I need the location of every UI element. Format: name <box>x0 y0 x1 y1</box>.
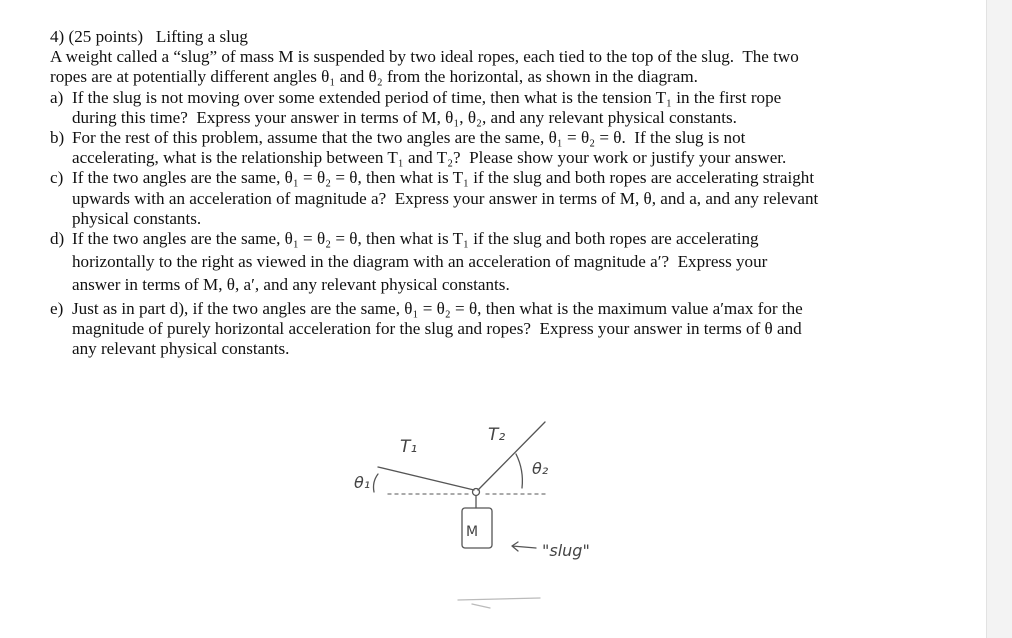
label-t1: T₁ <box>400 437 418 457</box>
part-c-label: c) <box>50 168 64 188</box>
part-b <box>50 128 930 168</box>
part-c-line-3: physical constants. <box>72 208 202 228</box>
intro-line-1: A weight called a “slug” of mass M is suspended by two ideal ropes, each tied to the top of the slug. The two <box>50 47 799 67</box>
problem-text <box>50 27 930 359</box>
part-e-line-2: magnitude of purely horizontal acceleration for the slug and ropes? Express your answer in terms of θ and <box>72 318 802 338</box>
part-d-line-2: horizontally to the right as viewed in the diagram with an acceleration of magnitude a′? Express your <box>72 252 768 272</box>
part-a-line-2: during this time? Express your answer in terms of M, θ₁, θ₂, and any relevant physical constants. <box>72 107 737 127</box>
label-theta1: θ₁ <box>354 473 371 492</box>
slug-diagram <box>340 412 620 627</box>
intro-line-2: ropes are at potentially different angles θ₁ and θ₂ from the horizontal, as shown in the diagram. <box>50 67 698 87</box>
rope-1 <box>378 467 474 490</box>
part-b-line-1: For the rest of this problem, assume that the two angles are the same, θ₁ = θ₂ = θ. If the slug is not <box>72 128 746 148</box>
right-gutter <box>986 0 1012 638</box>
part-d-line-1: If the two angles are the same, θ₁ = θ₂ = θ, then what is T₁ if the slug and both ropes are accelerating <box>72 229 759 249</box>
part-b-label: b) <box>50 128 65 148</box>
bottom-scribble <box>458 598 540 608</box>
label-t2: T₂ <box>488 425 506 445</box>
label-theta2: θ₂ <box>532 459 549 478</box>
part-a <box>50 88 930 128</box>
label-mass: M <box>466 524 479 540</box>
part-c <box>50 168 930 229</box>
part-d-line-3: answer in terms of M, θ, a′, and any relevant physical constants. <box>72 275 510 295</box>
part-e-line-1: Just as in part d), if the two angles are the same, θ₁ = θ₂ = θ, then what is the maximum value a′max for the <box>72 298 803 318</box>
part-e <box>50 299 930 360</box>
part-e-label: e) <box>50 298 64 318</box>
problem-header: 4) (25 points) Lifting a slug <box>50 27 248 46</box>
part-d-label: d) <box>50 229 65 249</box>
part-c-line-2: upwards with an acceleration of magnitude a? Express your answer in terms of M, θ, and a, and any relevant <box>72 188 819 208</box>
angle-arc-2 <box>516 454 522 488</box>
part-d <box>50 229 930 296</box>
knot <box>473 489 480 496</box>
angle-arc-1 <box>374 474 379 492</box>
part-e-line-3: any relevant physical constants. <box>72 339 290 359</box>
part-b-line-2: accelerating, what is the relationship between T₁ and T₂? Please show your work or justify your answer. <box>72 148 787 168</box>
part-c-line-1: If the two angles are the same, θ₁ = θ₂ = θ, then what is T₁ if the slug and both ropes are accelerating straight <box>72 168 815 188</box>
part-a-label: a) <box>50 87 64 107</box>
slug-arrow-icon <box>512 542 536 551</box>
label-slug: "slug" <box>542 541 590 560</box>
part-a-line-1: If the slug is not moving over some extended period of time, then what is the tension T₁ in the first rope <box>72 87 782 107</box>
